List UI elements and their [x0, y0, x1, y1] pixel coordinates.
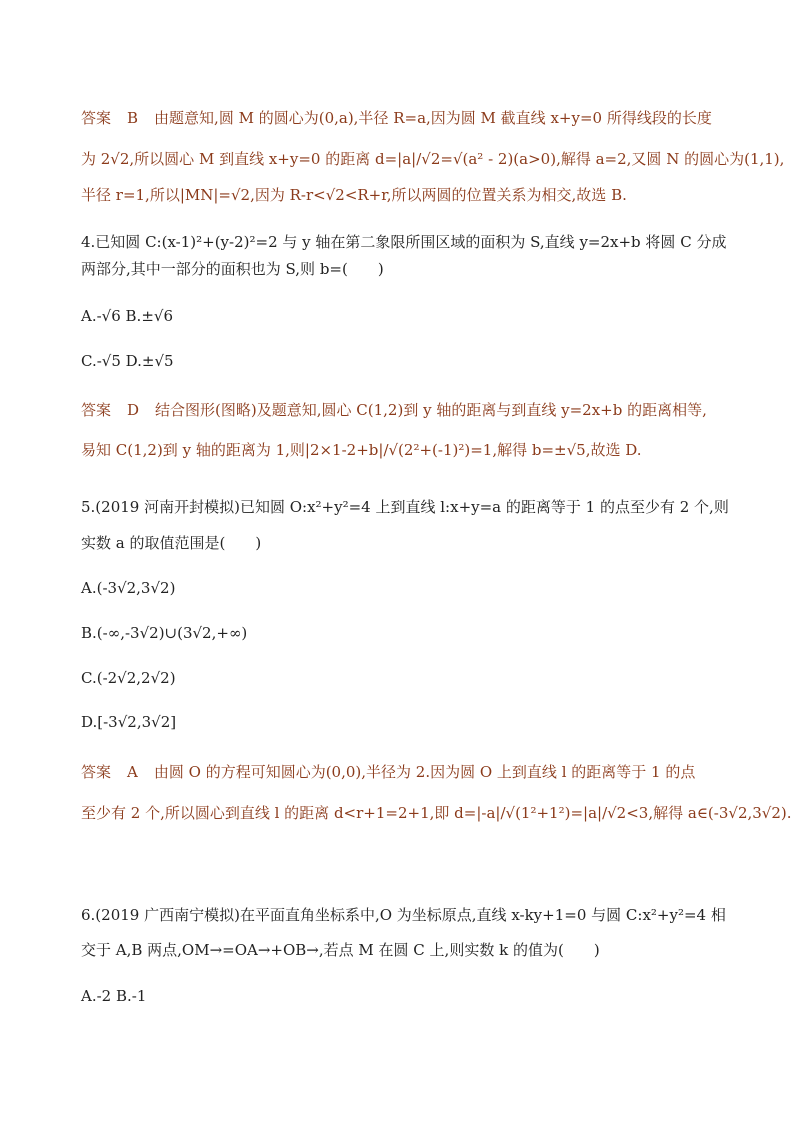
q6-stem-line-2	[81, 940, 721, 960]
answer-label: 答案	[81, 109, 112, 127]
answer-label: 答案	[81, 401, 112, 419]
q4-answer-line-1	[81, 400, 721, 420]
q6-stem-text: 交于 A,B 两点,OM→=OA→+OB→,若点 M 在圆 C 上,则实数 k 的值为(	[81, 941, 564, 959]
q5-answer-line-2: 至少有 2 个,所以圆心到直线 l 的距离 d<r+1=2+1,即 d=|-a|/√(1²+1²)=|a|/√2<3,解得 a∈(-3√2,3√2).	[81, 804, 792, 822]
q4-stem-line-1: 4.已知圆 C:(x-1)²+(y-2)²=2 与 y 轴在第二象限所围区域的面积为 S,直线 y=2x+b 将圆 C 分成	[81, 233, 727, 251]
q4-answer-line-2: 易知 C(1,2)到 y 轴的距离为 1,则|2×1-2+b|/√(2²+(-1)²)=1,解得 b=±√5,故选 D.	[81, 441, 642, 459]
q4-stem-line-2	[81, 259, 721, 279]
q4-stem-text: 两部分,其中一部分的面积也为 S,则 b=(	[81, 260, 348, 278]
q6-stem-end: )	[593, 941, 600, 959]
q5-stem-line-1: 5.(2019 河南开封模拟)已知圆 O:x²+y²=4 上到直线 l:x+y=a 的距离等于 1 的点至少有 2 个,则	[81, 498, 729, 516]
answer-text: 结合图形(图略)及题意知,圆心 C(1,2)到 y 轴的距离与到直线 y=2x+b 的距离相等,	[155, 401, 707, 419]
q3-answer-line-1	[81, 108, 721, 128]
q4-stem-end: )	[377, 260, 384, 278]
q4-options-row-2: C.-√5 D.±√5	[81, 352, 174, 370]
q5-option-d: D.[-3√2,3√2]	[81, 713, 177, 731]
q5-stem-text: 实数 a 的取值范围是(	[81, 534, 226, 552]
answer-letter: D	[127, 401, 140, 419]
q6-options-row-1: A.-2 B.-1	[81, 987, 147, 1005]
q6-stem-line-1: 6.(2019 广西南宁模拟)在平面直角坐标系中,O 为坐标原点,直线 x-ky+1=0 与圆 C:x²+y²=4 相	[81, 906, 726, 924]
q5-option-b: B.(-∞,-3√2)∪(3√2,+∞)	[81, 624, 248, 642]
q5-option-c: C.(-2√2,2√2)	[81, 669, 176, 687]
q5-answer-line-1	[81, 762, 721, 782]
q3-answer-line-3: 半径 r=1,所以|MN|=√2,因为 R-r<√2<R+r,所以两圆的位置关系为相交,故选 B.	[81, 186, 627, 204]
answer-letter: A	[127, 763, 138, 781]
answer-label: 答案	[81, 763, 112, 781]
answer-letter: B	[127, 109, 139, 127]
q5-stem-line-2	[81, 533, 721, 553]
q5-option-a: A.(-3√2,3√2)	[81, 579, 176, 597]
q5-stem-end: )	[255, 534, 262, 552]
q4-options-row-1: A.-√6 B.±√6	[81, 307, 173, 325]
answer-text: 由圆 O 的方程可知圆心为(0,0),半径为 2.因为圆 O 上到直线 l 的距离等于 1 的点	[153, 763, 696, 781]
answer-text: 由题意知,圆 M 的圆心为(0,a),半径 R=a,因为圆 M 截直线 x+y=0 所得线段的长度	[154, 109, 712, 127]
q3-answer-line-2: 为 2√2,所以圆心 M 到直线 x+y=0 的距离 d=|a|/√2=√(a² - 2)(a>0),解得 a=2,又圆 N 的圆心为(1,1),	[81, 150, 785, 168]
